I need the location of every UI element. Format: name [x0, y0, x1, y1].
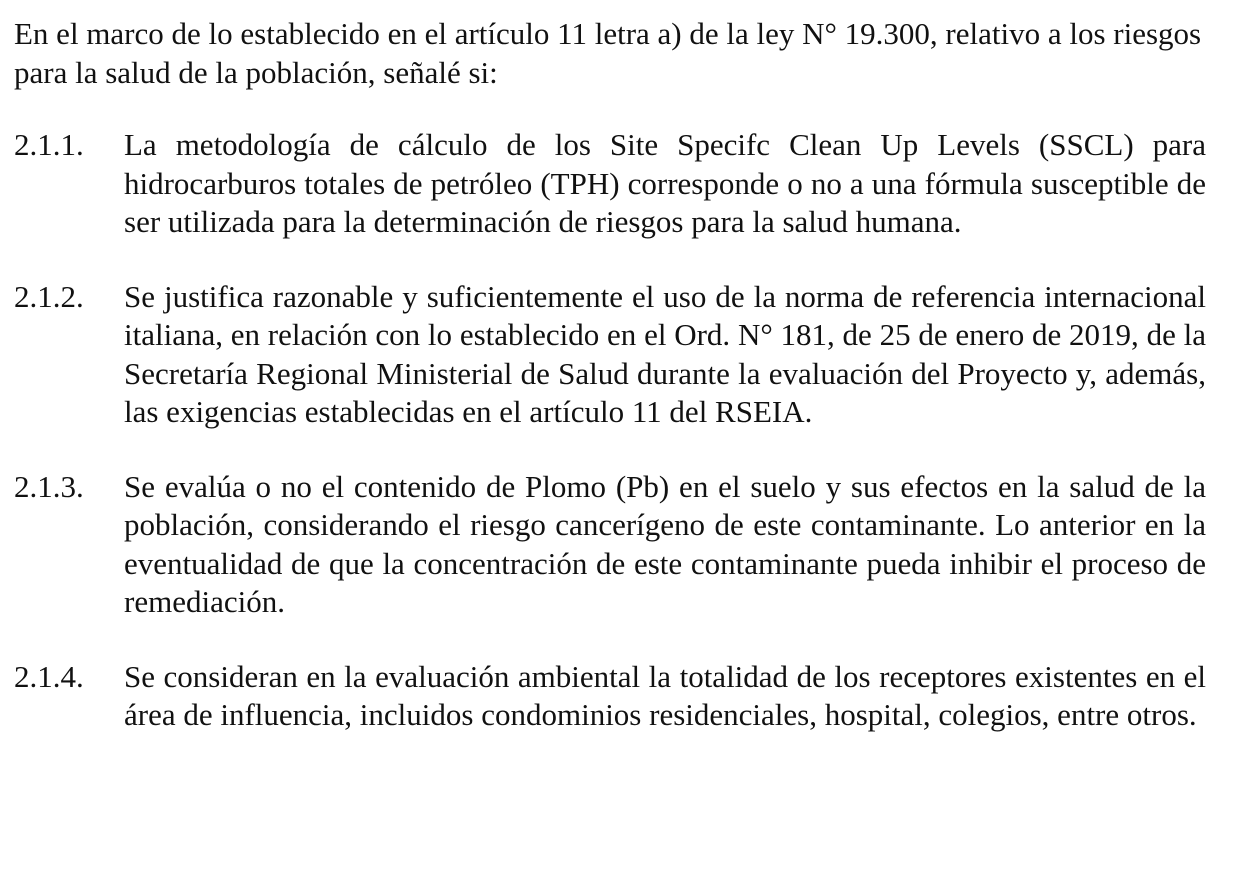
item-number: 2.1.3. [14, 468, 84, 504]
list-item-2-1-4 [14, 658, 1206, 735]
document-page [14, 15, 1206, 771]
item-text: La metodología de cálculo de los Site Specifc Clean Up Levels (SSCL) para hidrocarburos totales de petróleo (TPH) corresponde o no a una fórmula susceptible de ser utilizada para la determinación de riesgos para la salud humana. [124, 127, 1206, 239]
item-text: Se consideran en la evaluación ambiental la totalidad de los receptores existentes en el área de influencia, incluidos condominios residenciales, hospital, colegios, entre otros. [124, 658, 1206, 732]
item-number: 2.1.2. [14, 278, 84, 314]
intro-paragraph: En el marco de lo establecido en el artículo 11 letra a) de la ley N° 19.300, relativo a los riesgos para la salud de la población, señalé si: [14, 16, 1202, 90]
item-number: 2.1.4. [14, 658, 84, 694]
list-item-2-1-3 [14, 468, 1206, 622]
list-item-2-1-2 [14, 278, 1206, 432]
list-item-2-1-1 [14, 126, 1206, 242]
item-number: 2.1.1. [14, 127, 84, 162]
item-text: Se evalúa o no el contenido de Plomo (Pb) en el suelo y sus efectos en la salud de la población, considerando el riesgo cancerígeno de este contaminante. Lo anterior en la eventualidad de que la concentración de este contaminante pueda inhibir el proceso de remediación. [124, 468, 1206, 619]
item-text: Se justifica razonable y suficientemente el uso de la norma de referencia internacional italiana, en relación con lo establecido en el Ord. N° 181, de 25 de enero de 2019, de la Secretaría Regional Ministerial de Salud durante la evaluación del Proyecto y, además, las exigencias establecidas en el artículo 11 del RSEIA. [124, 278, 1206, 429]
